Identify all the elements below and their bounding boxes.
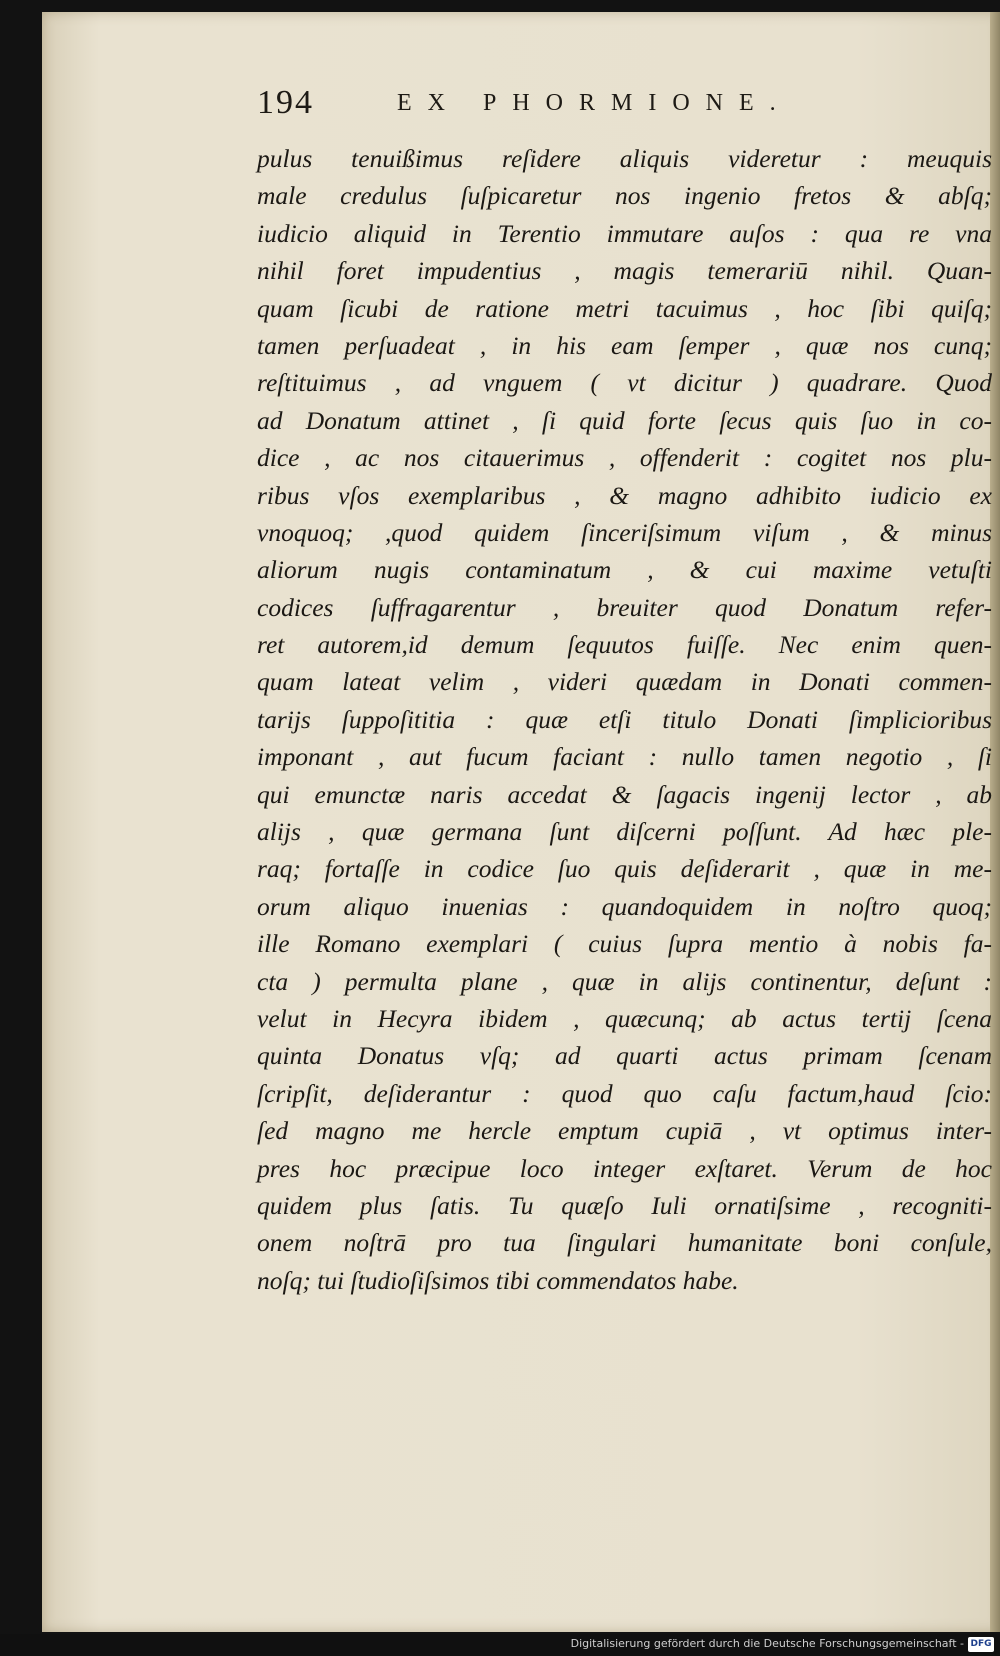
- text-line: raq; fortaſſe in codice ſuo quis deſiderarit , quæ in me-: [257, 854, 992, 884]
- text-line: vnoquoq; ,quod quidem ſinceriſsimum viſum , & minus: [257, 517, 992, 547]
- text-line: ſed magno me hercle emptum cupiā , vt optimus inter-: [257, 1116, 992, 1146]
- running-title: EX PHORMIONE.: [397, 90, 792, 116]
- text-line: velut in Hecyra ibidem , quæcunq; ab actus tertij ſcena: [257, 1003, 992, 1033]
- text-line: qui emunctæ naris accedat & ſagacis ingenij lector , ab: [257, 779, 992, 809]
- funding-notice: Digitalisierung gefördert durch die Deutsche Forschungsgemeinschaft -: [570, 1637, 964, 1650]
- text-line: pulus tenuißimus reſidere aliquis videretur : meuquis: [257, 144, 992, 173]
- text-line: cta ) permulta plane , quæ in alijs continentur, deſunt :: [257, 966, 992, 996]
- dfg-logo-icon: DFG: [968, 1637, 994, 1652]
- text-line: aliorum nugis contaminatum , & cui maxime vetuſti: [257, 555, 992, 585]
- text-line: quinta Donatus vſq; ad quarti actus primam ſcenam: [257, 1041, 992, 1071]
- text-line: noſq; tui ſtudioſiſsimos tibi commendatos habe.: [257, 1265, 739, 1295]
- text-line: quidem plus ſatis. Tu quæſo Iuli ornatiſsime , recogniti-: [257, 1190, 992, 1220]
- text-line: tamen perſuadeat , in his eam ſemper , quæ nos cunq;: [257, 330, 992, 360]
- page-number: 194: [257, 84, 314, 121]
- text-line: codices ſuffragarentur , breuiter quod Donatum refer-: [257, 592, 992, 622]
- text-line: tarijs ſuppoſititia : quæ etſi titulo Donati ſimplicioribus: [257, 704, 992, 734]
- page-header: [257, 84, 917, 134]
- book-page: [42, 12, 1000, 1632]
- digitization-footer: [0, 1634, 1000, 1656]
- text-line: male credulus ſuſpicaretur nos ingenio fretos & abſq;: [257, 181, 992, 211]
- text-line: ribus vſos exemplaribus , & magno adhibito iudicio ex: [257, 480, 992, 510]
- text-line: nihil foret impudentius , magis temerariū nihil. Quan-: [257, 256, 992, 286]
- text-line: quam lateat velim , videri quædam in Donati commen-: [257, 667, 992, 697]
- text-line: ſcripſit, deſiderantur : quod quo caſu factum,haud ſcio:: [257, 1078, 992, 1108]
- text-line: pres hoc præcipue loco integer exſtaret. Verum de hoc: [257, 1153, 992, 1183]
- text-line: ad Donatum attinet , ſi quid forte ſecus quis ſuo in co-: [257, 405, 992, 435]
- text-line: iudicio aliquid in Terentio immutare auſos : qua re vna: [257, 218, 992, 248]
- body-text: [257, 140, 992, 1299]
- text-line: ret autorem,id demum ſequutos fuiſſe. Nec enim quen-: [257, 630, 992, 660]
- text-line: orum aliquo inuenias : quandoquidem in noſtro quoq;: [257, 891, 992, 921]
- text-line: ille Romano exemplari ( cuius ſupra mentio à nobis fa-: [257, 929, 992, 959]
- text-line: dice , ac nos citauerimus , offenderit : cogitet nos plu-: [257, 443, 992, 473]
- text-line: onem noſtrā pro tua ſingulari humanitate boni conſule,: [257, 1228, 992, 1258]
- text-line: alijs , quæ germana ſunt diſcerni poſſunt. Ad hæc ple-: [257, 817, 992, 847]
- text-line: quam ſicubi de ratione metri tacuimus , hoc ſibi quiſq;: [257, 293, 992, 323]
- text-line: imponant , aut fucum faciant : nullo tamen negotio , ſi: [257, 742, 992, 772]
- text-line: reſtituimus , ad vnguem ( vt dicitur ) quadrare. Quod: [257, 368, 992, 398]
